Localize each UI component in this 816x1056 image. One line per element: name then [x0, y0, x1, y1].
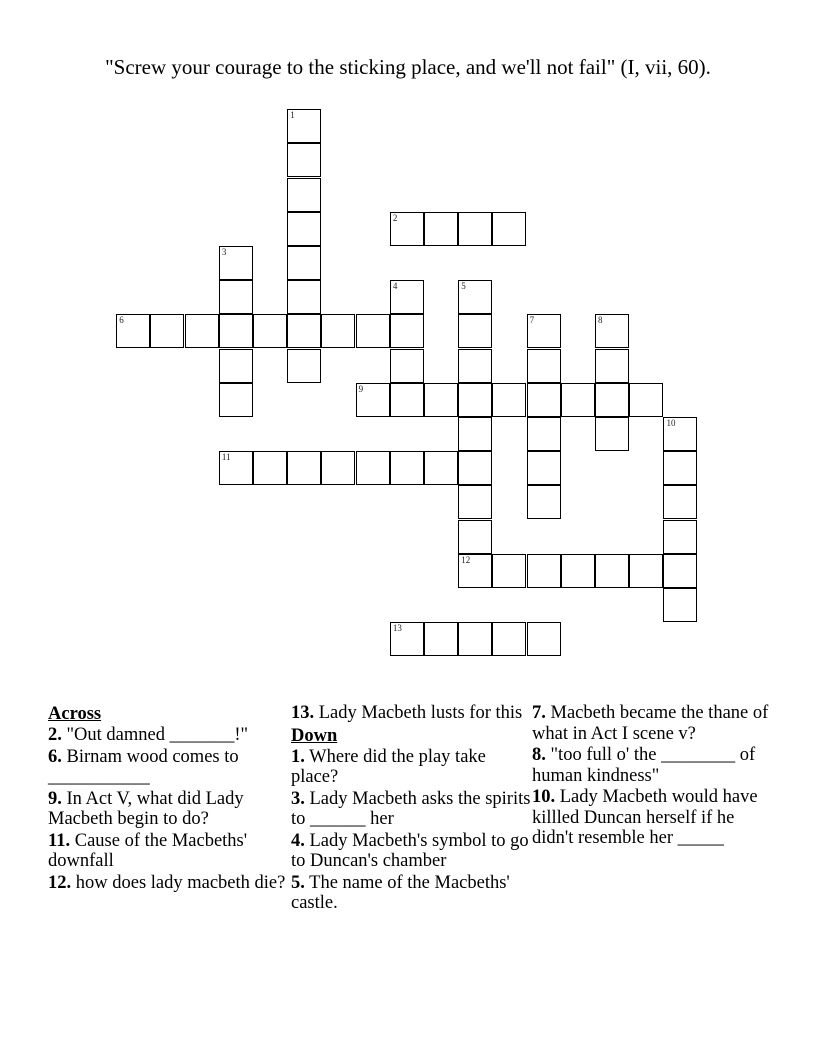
crossword-cell[interactable] [321, 314, 355, 348]
cell-number: 4 [392, 281, 398, 292]
clue-number: 8. [532, 745, 546, 765]
crossword-cell[interactable] [663, 588, 697, 622]
crossword-cell[interactable] [185, 314, 219, 348]
crossword-cell[interactable] [492, 622, 526, 656]
clues-column-2 [291, 703, 531, 915]
crossword-cell[interactable] [356, 451, 390, 485]
cell-number: 8 [598, 315, 603, 326]
cell-number: 5 [461, 281, 466, 292]
clue-number: 13. [291, 703, 315, 723]
crossword-cell[interactable] [356, 314, 390, 348]
clue-down-8 [532, 745, 772, 786]
clue-number: 1. [291, 746, 305, 767]
crossword-cell[interactable] [492, 554, 526, 588]
clue-across-9 [48, 789, 288, 830]
clue-across-2 [48, 725, 288, 746]
crossword-cell[interactable] [287, 109, 321, 143]
crossword-cell[interactable] [561, 383, 595, 417]
crossword-cell[interactable] [492, 212, 526, 246]
clue-text: The name of the Macbeths' castle. [291, 872, 510, 913]
crossword-cell[interactable] [595, 314, 629, 348]
crossword-cell[interactable] [458, 622, 492, 656]
clue-text: Where did the play take place? [291, 746, 486, 787]
crossword-cell[interactable] [458, 520, 492, 554]
crossword-cell[interactable] [424, 622, 458, 656]
crossword-cell[interactable] [219, 451, 253, 485]
clue-number: 3. [291, 788, 305, 809]
crossword-cell[interactable] [390, 349, 424, 383]
clue-number: 7. [532, 703, 546, 723]
crossword-cell[interactable] [219, 314, 253, 348]
crossword-cell[interactable] [253, 314, 287, 348]
crossword-cell[interactable] [390, 383, 424, 417]
crossword-cell[interactable] [219, 383, 253, 417]
clue-number: 11. [48, 830, 71, 851]
crossword-cell[interactable] [458, 451, 492, 485]
crossword-cell[interactable] [527, 383, 561, 417]
clue-number: 6. [48, 746, 62, 767]
clue-number: 9. [48, 788, 62, 809]
cell-number: 9 [358, 383, 364, 394]
crossword-cell[interactable] [527, 451, 561, 485]
crossword-cell[interactable] [458, 280, 492, 314]
crossword-cell[interactable] [287, 280, 321, 314]
crossword-cell[interactable] [287, 451, 321, 485]
clue-number: 2. [48, 725, 62, 745]
crossword-cell[interactable] [527, 349, 561, 383]
clue-across-6 [48, 747, 288, 788]
crossword-cell[interactable] [356, 383, 390, 417]
crossword-cell[interactable] [287, 212, 321, 246]
crossword-cell[interactable] [116, 314, 150, 348]
clue-text: how does lady macbeth die? [71, 872, 286, 893]
clue-text: Cause of the Macbeths' downfall [48, 830, 248, 871]
crossword-cell[interactable] [629, 554, 663, 588]
clue-down-7 [532, 703, 772, 744]
clues-column-3 [532, 703, 772, 850]
crossword-cell[interactable] [663, 520, 697, 554]
cell-number: 7 [529, 315, 535, 326]
crossword-cell[interactable] [287, 178, 321, 212]
clue-number: 4. [291, 830, 305, 851]
clue-number: 5. [291, 872, 305, 893]
crossword-cell[interactable] [321, 451, 355, 485]
crossword-cell[interactable] [458, 417, 492, 451]
clue-down-1 [291, 747, 531, 788]
clue-text: "Out damned _______!" [61, 725, 249, 745]
crossword-cell[interactable] [458, 554, 492, 588]
clue-text: "too full o' the ________ of human kindness" [532, 745, 756, 786]
clue-text: Macbeth became the thane of what in Act I scene v? [532, 703, 769, 744]
crossword-cell[interactable] [663, 554, 697, 588]
crossword-cell[interactable] [527, 417, 561, 451]
crossword-cell[interactable] [458, 485, 492, 519]
crossword-cell[interactable] [527, 485, 561, 519]
clue-across-13 [291, 703, 531, 724]
clue-down-10 [532, 787, 772, 849]
crossword-cell[interactable] [287, 314, 321, 348]
clue-across-11 [48, 831, 288, 872]
crossword-cell[interactable] [458, 212, 492, 246]
crossword-cell[interactable] [561, 554, 595, 588]
crossword-cell[interactable] [663, 417, 697, 451]
crossword-cell[interactable] [390, 280, 424, 314]
clues-section [48, 703, 778, 983]
puzzle-title: "Screw your courage to the sticking place, and we'll not fail" (I, vii, 60). [105, 55, 711, 79]
crossword-cell[interactable] [458, 383, 492, 417]
crossword-cell[interactable] [458, 314, 492, 348]
crossword-cell[interactable] [150, 314, 184, 348]
cell-number: 10 [666, 418, 676, 429]
crossword-cell[interactable] [527, 554, 561, 588]
crossword-cell[interactable] [390, 212, 424, 246]
crossword-cell[interactable] [424, 212, 458, 246]
clue-text: Lady Macbeth would have killled Duncan herself if he didn't resemble her _____ [532, 787, 758, 848]
crossword-cell[interactable] [458, 349, 492, 383]
cell-number: 3 [221, 247, 227, 258]
crossword-cell[interactable] [424, 451, 458, 485]
clue-text: Lady Macbeth lusts for this [314, 703, 523, 723]
clue-down-4 [291, 831, 531, 872]
crossword-cell[interactable] [663, 485, 697, 519]
crossword-cell[interactable] [219, 349, 253, 383]
crossword-cell[interactable] [287, 143, 321, 177]
clue-down-5 [291, 873, 531, 914]
clue-number: 12. [48, 872, 72, 893]
clues-column-1 [48, 703, 288, 894]
crossword-cell[interactable] [287, 349, 321, 383]
crossword-cell[interactable] [595, 383, 629, 417]
crossword-cell[interactable] [219, 246, 253, 280]
clue-across-12 [48, 873, 288, 894]
clue-text: Lady Macbeth's symbol to go to Duncan's chamber [291, 830, 529, 871]
crossword-cell[interactable] [424, 383, 458, 417]
crossword-cell[interactable] [595, 349, 629, 383]
crossword-cell[interactable] [663, 451, 697, 485]
cell-number: 2 [392, 212, 398, 223]
cell-number: 12 [461, 554, 471, 565]
clue-text: Birnam wood comes to ___________ [48, 746, 239, 787]
crossword-cell[interactable] [595, 554, 629, 588]
clue-number: 10. [532, 787, 556, 807]
clue-down-3 [291, 789, 531, 830]
clue-text: In Act V, what did Lady Macbeth begin to do? [48, 788, 244, 829]
cell-number: 1 [290, 110, 295, 121]
cell-number: 13 [392, 623, 402, 634]
crossword-cell[interactable] [492, 383, 526, 417]
crossword-cell[interactable] [629, 383, 663, 417]
crossword-cell[interactable] [390, 314, 424, 348]
crossword-cell[interactable] [390, 451, 424, 485]
crossword-cell[interactable] [527, 622, 561, 656]
crossword-cell[interactable] [595, 417, 629, 451]
crossword-cell[interactable] [527, 314, 561, 348]
cell-number: 6 [119, 315, 124, 326]
cell-number: 11 [221, 452, 231, 463]
across-header: Across [48, 704, 102, 724]
crossword-cell[interactable] [253, 451, 287, 485]
crossword-cell[interactable] [219, 280, 253, 314]
crossword-cell[interactable] [390, 622, 424, 656]
crossword-cell[interactable] [287, 246, 321, 280]
clue-text: Lady Macbeth asks the spirits to ______ her [291, 788, 531, 829]
down-header: Down [291, 725, 338, 746]
